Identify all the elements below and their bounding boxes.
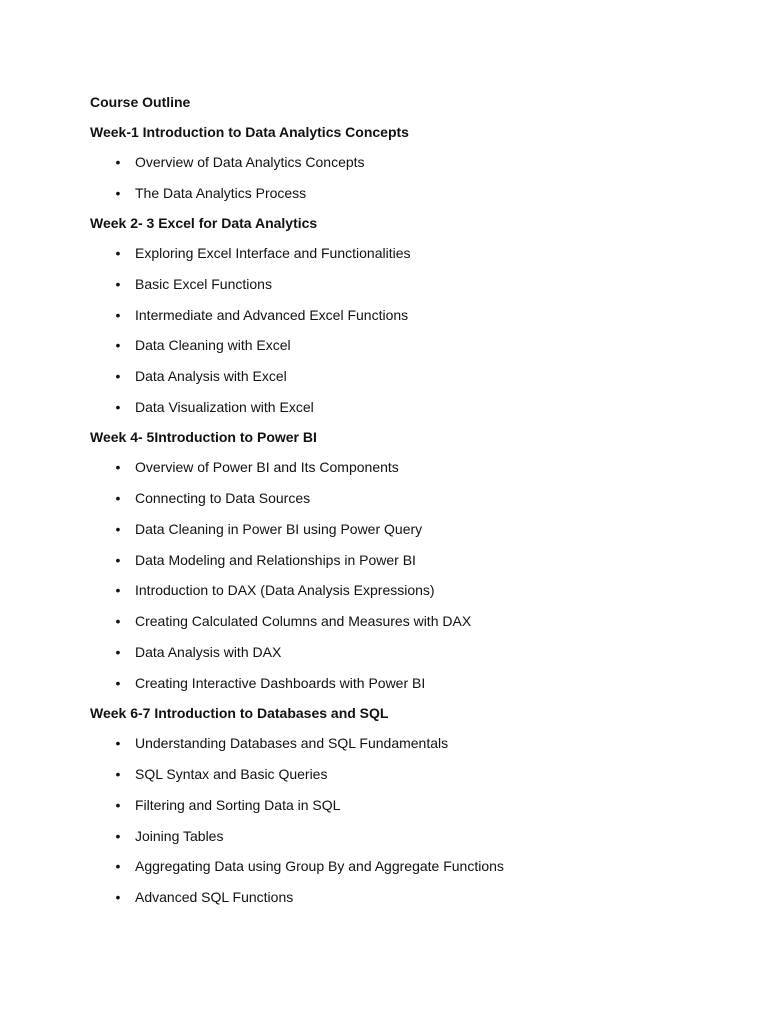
topic-item: [90, 457, 690, 477]
topic-item: [90, 366, 690, 386]
topic-item: [90, 611, 690, 631]
bullet-icon: •: [115, 889, 121, 906]
topic-item: [90, 152, 690, 172]
topic-item: [90, 488, 690, 508]
topic-list: [90, 243, 690, 417]
topic-label: Creating Interactive Dashboards with Power BI: [135, 674, 426, 691]
bullet-icon: •: [115, 154, 121, 170]
bullet-icon: •: [115, 184, 121, 201]
topic-label: Data Cleaning with Excel: [135, 337, 291, 354]
bullet-icon: •: [115, 459, 121, 476]
topic-label: The Data Analytics Process: [135, 184, 307, 201]
topic-item: [90, 733, 690, 753]
topic-label: SQL Syntax and Basic Queries: [135, 765, 328, 782]
bullet-icon: •: [115, 551, 121, 568]
week-section-2: [90, 213, 690, 417]
topic-label: Data Analysis with Excel: [135, 368, 287, 385]
topic-item: [90, 795, 690, 815]
topic-label: Joining Tables: [135, 827, 224, 844]
topic-label: Connecting to Data Sources: [135, 489, 311, 506]
topic-item: [90, 305, 690, 325]
topic-label: Overview of Data Analytics Concepts: [135, 154, 365, 170]
bullet-icon: •: [115, 489, 121, 506]
topic-label: Introduction to DAX (Data Analysis Expressions): [135, 582, 435, 599]
topic-item: [90, 856, 690, 876]
topic-label: Exploring Excel Interface and Functionalities: [135, 244, 411, 261]
topic-item: [90, 335, 690, 355]
bullet-icon: •: [115, 337, 121, 354]
topic-item: [90, 826, 690, 846]
topic-item: [90, 274, 690, 294]
bullet-icon: •: [115, 306, 121, 323]
topic-list: [90, 733, 690, 907]
bullet-icon: •: [115, 520, 121, 537]
bullet-icon: •: [115, 674, 121, 691]
topic-label: Understanding Databases and SQL Fundamentals: [135, 734, 449, 751]
course-title: Course Outline: [90, 94, 191, 110]
topic-item: [90, 764, 690, 784]
week-section-4: [90, 703, 690, 907]
bullet-icon: •: [115, 275, 121, 292]
topic-item: [90, 397, 690, 417]
topic-label: Intermediate and Advanced Excel Functions: [135, 306, 409, 323]
bullet-icon: •: [115, 827, 121, 844]
topic-list: [90, 152, 690, 203]
topic-label: Basic Excel Functions: [135, 275, 272, 292]
topic-label: Creating Calculated Columns and Measures with DAX: [135, 613, 472, 630]
bullet-icon: •: [115, 244, 121, 261]
topic-label: Data Modeling and Relationships in Power BI: [135, 551, 416, 568]
topic-item: [90, 642, 690, 662]
topic-label: Filtering and Sorting Data in SQL: [135, 796, 341, 813]
topic-label: Data Visualization with Excel: [135, 399, 314, 416]
topic-item: [90, 183, 690, 203]
topic-label: Data Cleaning in Power BI using Power Query: [135, 520, 423, 537]
topic-label: Data Analysis with DAX: [135, 644, 282, 661]
topic-label: Aggregating Data using Group By and Aggregate Functions: [135, 858, 504, 875]
bullet-icon: •: [115, 613, 121, 630]
bullet-icon: •: [115, 644, 121, 661]
week-heading: Week 4- 5Introduction to Power BI: [90, 429, 317, 446]
topic-item: [90, 887, 690, 907]
bullet-icon: •: [115, 734, 121, 751]
topic-label: Overview of Power BI and Its Components: [135, 459, 399, 476]
week-heading: Week-1 Introduction to Data Analytics Concepts: [90, 124, 409, 140]
bullet-icon: •: [115, 858, 121, 875]
week-section-3: [90, 427, 690, 693]
bullet-icon: •: [115, 368, 121, 385]
topic-item: [90, 243, 690, 263]
topic-item: [90, 550, 690, 570]
bullet-icon: •: [115, 796, 121, 813]
week-heading: Week 6-7 Introduction to Databases and SQL: [90, 704, 389, 721]
topic-item: [90, 519, 690, 539]
topic-item: [90, 580, 690, 600]
bullet-icon: •: [115, 399, 121, 416]
bullet-icon: •: [115, 582, 121, 599]
topic-list: [90, 457, 690, 693]
week-section-1: [90, 122, 690, 203]
topic-item: [90, 673, 690, 693]
topic-label: Advanced SQL Functions: [135, 889, 294, 906]
document-body: [90, 92, 690, 917]
week-heading: Week 2- 3 Excel for Data Analytics: [90, 214, 318, 231]
bullet-icon: •: [115, 765, 121, 782]
